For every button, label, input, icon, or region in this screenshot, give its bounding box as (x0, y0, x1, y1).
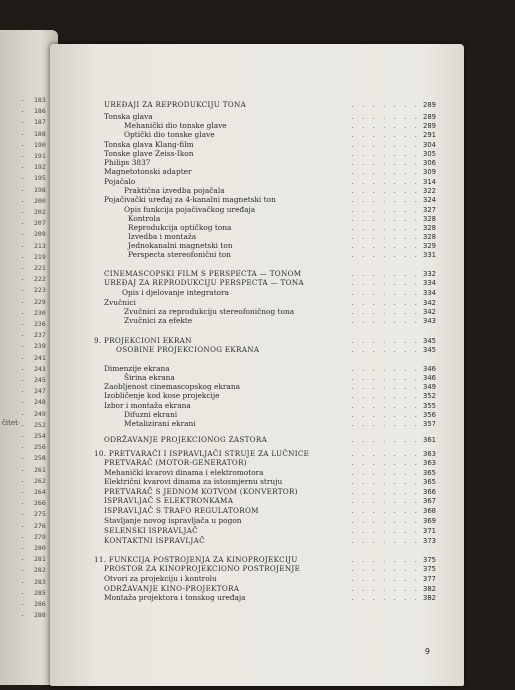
toc-leader-dots: . . . . . . . (351, 497, 420, 505)
toc-entry-title: Otvori za projekciju i kontrolu (104, 574, 217, 583)
toc-entry (104, 150, 464, 158)
toc-leader-dots: . . . . . . . (351, 317, 420, 325)
toc-entry-page: 331 (423, 251, 436, 259)
toc-leader-dots: . . . . . . . (351, 337, 420, 345)
toc-leader-dots: . . . . . . . (351, 459, 420, 467)
left-leader-dot (22, 593, 23, 594)
toc-entry-page: 289 (423, 113, 436, 121)
toc-entry-title: PRETVARAČ (MOTOR-GENERATOR) (104, 458, 247, 467)
toc-entry-page: 306 (423, 159, 436, 167)
toc-entry-page: 357 (423, 420, 436, 428)
toc-entry-title: Tonska glava Klang-film (104, 140, 194, 149)
toc-leader-dots: . . . . . . . (351, 402, 420, 410)
toc-entry (104, 168, 464, 176)
toc-entry (104, 469, 464, 477)
toc-entry (124, 317, 464, 325)
toc-entry-title: UREĐAJ ZA REPRODUKCIJU PERSPECTA — TONA (104, 278, 304, 287)
toc-leader-dots: . . . . . . . (351, 594, 420, 602)
toc-entry (104, 113, 464, 121)
toc-entry-title: OSOBINE PROJEKCIONOG EKRANA (116, 345, 260, 354)
toc-entry-title: Stavljanje novog ispravljača u pogon (104, 516, 242, 525)
toc-entry (94, 556, 464, 564)
toc-entry (104, 565, 464, 573)
left-page-number: 282 (34, 566, 46, 575)
left-leader-dot (22, 447, 23, 448)
toc-leader-dots: . . . . . . . (351, 374, 420, 382)
left-page-number: 237 (34, 331, 46, 340)
left-leader-dot (22, 190, 23, 191)
toc-leader-dots: . . . . . . . (351, 478, 420, 486)
toc-entry-page: 368 (423, 507, 436, 515)
left-leader-dot (22, 358, 23, 359)
left-page-number: 252 (34, 420, 46, 429)
toc-leader-dots: . . . . . . . (351, 420, 420, 428)
toc-entry-page: 322 (423, 187, 436, 195)
toc-entry-page: 305 (423, 150, 436, 158)
toc-entry-page: 334 (423, 289, 436, 297)
toc-entry-title: Izobličenje kod kose projekcije (104, 391, 220, 400)
toc-entry-page: 328 (423, 233, 436, 241)
left-page-number: 276 (34, 521, 46, 530)
left-page-number: 209 (34, 230, 46, 239)
toc-entry-title: Magnetotonski adapter (104, 167, 192, 176)
toc-leader-dots: . . . . . . . (351, 279, 420, 287)
left-leader-dot (22, 615, 23, 616)
toc-entry-title: Difuzni ekrani (124, 410, 178, 419)
left-leader-dot (22, 257, 23, 258)
left-leader-dot (22, 414, 23, 415)
left-leader-dot (22, 604, 23, 605)
toc-entry (128, 251, 464, 259)
toc-entry-title: Opis i djelovanje integratora (122, 288, 230, 297)
toc-leader-dots: . . . . . . . (351, 392, 420, 400)
toc-entry (104, 517, 464, 525)
left-page-number: 230 (34, 308, 46, 317)
toc-entry-title: 9. PROJEKCIONI EKRAN (94, 336, 192, 345)
left-page-number: 285 (34, 588, 46, 597)
toc-entry (104, 497, 464, 505)
toc-entry-page: 346 (423, 374, 436, 382)
left-page-number: 248 (34, 398, 46, 407)
toc-entry-title: Izvedba i montaža (128, 232, 197, 241)
toc-leader-dots: . . . . . . . (351, 131, 420, 139)
left-page-number: 256 (34, 443, 46, 452)
toc-leader-dots: . . . . . . . (351, 436, 420, 444)
toc-entry (104, 178, 464, 186)
left-leader-dot (22, 582, 23, 583)
toc-entry-page: 328 (423, 215, 436, 223)
left-page-number: 183 (34, 96, 46, 104)
toc-entry-page: 309 (423, 168, 436, 176)
left-leader-dot (22, 279, 23, 280)
toc-entry-page: 375 (423, 565, 436, 573)
left-page-number: 207 (34, 219, 46, 228)
toc-entry-title: Zvučnici za efekte (124, 316, 193, 325)
toc-leader-dots: . . . . . . . (351, 450, 420, 458)
left-page-number: 223 (34, 286, 46, 295)
toc-entry (104, 594, 464, 602)
toc-entry-page: 334 (423, 279, 436, 287)
toc-entry-page: 328 (423, 224, 436, 232)
left-leader-dot (22, 458, 23, 459)
toc-entry (128, 224, 464, 232)
toc-entry-page: 377 (423, 575, 436, 583)
toc-entry (124, 206, 464, 214)
toc-entry (124, 411, 464, 419)
toc-entry (104, 299, 464, 307)
toc-entry-page: 332 (423, 270, 436, 278)
toc-entry-title: Praktična izvedba pojačala (124, 186, 225, 195)
toc-entry-page: 289 (423, 101, 436, 109)
left-page-number: 247 (34, 387, 46, 396)
toc-entry (104, 383, 464, 391)
toc-leader-dots: . . . . . . . (351, 383, 420, 391)
left-page-number: 245 (34, 376, 46, 384)
toc-entry-title: Dimenzije ekrana (104, 364, 170, 373)
toc-entry (104, 270, 464, 278)
toc-entry-title: Električni kvarovi dinama za istosmjernu struju (104, 477, 283, 486)
toc-leader-dots: . . . . . . . (351, 469, 420, 477)
left-leader-dot (22, 313, 23, 314)
left-leader-dot (22, 111, 23, 112)
left-page-number: 280 (34, 544, 46, 552)
left-leader-dot (22, 212, 23, 213)
toc-entry (104, 101, 464, 109)
toc-entry-page: 361 (423, 436, 436, 444)
toc-entry-title: Reprodukcija optičkog tona (128, 223, 232, 232)
toc-entry (104, 196, 464, 204)
toc-entry-page: 327 (423, 206, 436, 214)
toc-entry (104, 392, 464, 400)
toc-leader-dots: . . . . . . . (351, 242, 420, 250)
left-leader-dot (22, 537, 23, 538)
left-page-number: 187 (34, 118, 46, 127)
toc-entry (104, 141, 464, 149)
toc-entry-title: Zvučnici za reprodukciju stereofoničnog tona (124, 307, 295, 316)
toc-entry-title: Optički dio tonske glave (124, 130, 215, 139)
toc-entry-title: Zaobljenost cinemascopskog ekrana (104, 382, 240, 391)
left-page-number: 266 (34, 499, 46, 508)
toc-entry-page: 345 (423, 346, 436, 354)
toc-entry-title: Jednokanalni magnetski ton (128, 241, 233, 250)
left-leader-dot (22, 481, 23, 482)
page-number: 9 (424, 647, 430, 656)
left-leader-dot (22, 156, 23, 157)
left-page-number: 188 (34, 129, 46, 138)
toc-entry-title: ISPRAVLJAČ S TRAFO REGULATOROM (104, 506, 259, 515)
left-leader-dot (22, 145, 23, 146)
toc-leader-dots: . . . . . . . (351, 251, 420, 259)
toc-entry-title: Pojačalo (104, 177, 136, 186)
toc-page (50, 44, 464, 686)
toc-entry (104, 575, 464, 583)
toc-entry-title: Pojačivački uređaj za 4-kanalni magnetski ton (104, 195, 276, 204)
toc-entry (122, 289, 464, 297)
toc-leader-dots: . . . . . . . (351, 215, 420, 223)
left-leader-dot (22, 503, 23, 504)
left-leader-dot (22, 335, 23, 336)
toc-entry-page: 367 (423, 497, 436, 505)
toc-leader-dots: . . . . . . . (351, 168, 420, 176)
toc-entry-page: 365 (423, 469, 436, 477)
toc-entry (104, 279, 464, 287)
left-page-number: 241 (34, 353, 46, 362)
toc-entry-title: Philips 3837 (104, 158, 151, 167)
toc-leader-dots: . . . . . . . (351, 159, 420, 167)
left-leader-dot (22, 201, 23, 202)
left-page-number: 236 (34, 320, 46, 328)
toc-leader-dots: . . . . . . . (351, 488, 420, 496)
left-leader-dot (22, 492, 23, 493)
toc-leader-dots: . . . . . . . (351, 556, 420, 564)
toc-entry-title: ODRŽAVANJE KINO-PROJEKTORA (104, 584, 240, 593)
left-page-number: 198 (34, 185, 46, 194)
left-leader-dot (22, 369, 23, 370)
toc-leader-dots: . . . . . . . (351, 346, 420, 354)
toc-leader-dots: . . . . . . . (351, 527, 420, 535)
toc-leader-dots: . . . . . . . (351, 537, 420, 545)
toc-entry (104, 527, 464, 535)
toc-leader-dots: . . . . . . . (351, 233, 420, 241)
toc-entry (104, 585, 464, 593)
toc-entry-page: 324 (423, 196, 436, 204)
toc-entry-page: 349 (423, 383, 436, 391)
toc-entry-page: 363 (423, 459, 436, 467)
toc-leader-dots: . . . . . . . (351, 187, 420, 195)
left-leader-dot (22, 167, 23, 168)
left-leader-dot (22, 234, 23, 235)
left-page-number: 202 (34, 208, 46, 216)
toc-leader-dots: . . . . . . . (351, 150, 420, 158)
toc-entry (94, 337, 464, 345)
toc-entry-title: 11. FUNKCIJA POSTROJENJA ZA KINOPROJEKCIJU (94, 555, 298, 564)
toc-leader-dots: . . . . . . . (351, 196, 420, 204)
left-page-number: 254 (34, 432, 46, 440)
toc-entry (104, 478, 464, 486)
toc-entry-title: Mehanički kvarovi dinama i elektromotora (104, 468, 264, 477)
toc-leader-dots: . . . . . . . (351, 308, 420, 316)
left-page-number: 222 (34, 275, 46, 284)
toc-entry-title: Kontrola (128, 214, 161, 223)
toc-entry-page: 291 (423, 131, 436, 139)
toc-entry (128, 215, 464, 223)
toc-entry (104, 459, 464, 467)
left-leader-dot (22, 470, 23, 471)
toc-entry-page: 355 (423, 402, 436, 410)
left-page-number: 200 (34, 196, 46, 205)
toc-leader-dots: . . . . . . . (351, 224, 420, 232)
toc-entry-title: Tonske glave Zeiss-Ikon (104, 149, 194, 158)
toc-entry-title: Metalizirani ekrani (124, 419, 196, 428)
toc-entry-title: ISPRAVLJAČ S ELEKTRONKAMA (104, 496, 234, 505)
left-page-number: 262 (34, 476, 46, 485)
toc-entry-page: 373 (423, 537, 436, 545)
left-page-number: 283 (34, 577, 46, 586)
toc-entry-page: 342 (423, 299, 436, 307)
toc-leader-dots: . . . . . . . (351, 299, 420, 307)
left-page-number: 192 (34, 163, 46, 172)
toc-entry (124, 420, 464, 428)
left-leader-dot (22, 391, 23, 392)
toc-entry-title: 10. PRETVARAČI I ISPRAVLJAČI STRUJE ZA LUČNICE (94, 449, 310, 458)
toc-leader-dots: . . . . . . . (351, 206, 420, 214)
toc-entry (104, 436, 464, 444)
left-leader-dot (22, 134, 23, 135)
toc-leader-dots: . . . . . . . (351, 289, 420, 297)
left-page-number: 195 (34, 174, 46, 183)
toc-entry-page: 382 (423, 594, 436, 602)
toc-leader-dots: . . . . . . . (351, 575, 420, 583)
left-page-number: 219 (34, 252, 46, 261)
left-page-number: 239 (34, 342, 46, 351)
toc-entry (124, 131, 464, 139)
toc-entry (94, 450, 464, 458)
toc-entry-page: 375 (423, 556, 436, 564)
toc-entry (116, 346, 464, 354)
toc-entry-title: Perspecta stereofonični ton (128, 250, 231, 259)
left-leader-dot (22, 290, 23, 291)
toc-entry-page: 289 (423, 122, 436, 130)
toc-entry-page: 382 (423, 585, 436, 593)
left-leader-dot (22, 526, 23, 527)
left-leader-dot (22, 302, 23, 303)
toc-entry-title: Mehanički dio tonske glave (124, 121, 227, 130)
toc-entry-page: 345 (423, 337, 436, 345)
toc-entry (104, 507, 464, 515)
left-page-number: 221 (34, 264, 46, 272)
toc-entry-page: 342 (423, 308, 436, 316)
toc-leader-dots: . . . . . . . (351, 113, 420, 121)
left-leader-dot (22, 559, 23, 560)
toc-leader-dots: . . . . . . . (351, 178, 420, 186)
toc-entry-page: 352 (423, 392, 436, 400)
toc-leader-dots: . . . . . . . (351, 411, 420, 419)
toc-entry (104, 402, 464, 410)
toc-entry-page: 314 (423, 178, 436, 186)
left-leader-dot (22, 380, 23, 381)
left-leader-dot (22, 223, 23, 224)
toc-entry-page: 363 (423, 450, 436, 458)
left-leader-dot (22, 346, 23, 347)
left-leader-dot (22, 425, 23, 426)
toc-entry (124, 374, 464, 382)
left-page-number: 186 (34, 107, 46, 116)
toc-entry (104, 537, 464, 545)
toc-entry-title: PROSTOR ZA KINOPROJEKCIONO POSTROJENJE (104, 564, 301, 573)
toc-entry (128, 242, 464, 250)
left-page-number: 243 (34, 364, 46, 373)
left-page-number: 213 (34, 241, 46, 250)
toc-entry-title: UREĐAJI ZA REPRODUKCIJU TONA (104, 100, 247, 109)
toc-entry-page: 346 (423, 365, 436, 373)
toc-entry-title: Širina ekrana (124, 373, 175, 382)
toc-entry (128, 233, 464, 241)
left-page-number: 264 (34, 488, 46, 496)
toc-entry-page: 329 (423, 242, 436, 250)
left-page-number: 229 (34, 297, 46, 306)
toc-entry-title: SELENSKI ISPRAVLJAČ (104, 526, 198, 535)
left-page-number: 191 (34, 152, 46, 160)
toc-entry-page: 304 (423, 141, 436, 149)
toc-leader-dots: . . . . . . . (351, 101, 420, 109)
toc-entry-page: 366 (423, 488, 436, 496)
toc-entry-page: 356 (423, 411, 436, 419)
toc-leader-dots: . . . . . . . (351, 585, 420, 593)
toc-entry-page: 371 (423, 527, 436, 535)
toc-entry (104, 488, 464, 496)
toc-entry-title: CINEMASCOPSKI FILM S PERSPECTA — TONOM (104, 269, 302, 278)
left-leader-dot (22, 122, 23, 123)
left-leader-dot (22, 324, 23, 325)
toc-entry (124, 122, 464, 130)
toc-leader-dots: . . . . . . . (351, 507, 420, 515)
toc-entry-title: ODRŽAVANJE PROJEKCIONOG ZASTORA (104, 435, 268, 444)
left-leader-dot (22, 436, 23, 437)
left-page-number: 286 (34, 600, 46, 608)
left-page-number: 258 (34, 454, 46, 463)
toc-leader-dots: . . . . . . . (351, 141, 420, 149)
toc-entry-title: KONTAKTNI ISPRAVLJAČ (104, 536, 205, 545)
left-page-number: 281 (34, 555, 46, 564)
toc-entry (124, 308, 464, 316)
left-page-number: 190 (34, 140, 46, 149)
toc-entry-title: Montaža projektora i tonskog uređaja (104, 593, 246, 602)
left-leader-dot (22, 548, 23, 549)
left-page-number: 279 (34, 532, 46, 541)
toc-leader-dots: . . . . . . . (351, 565, 420, 573)
left-page-number: 249 (34, 409, 46, 418)
toc-leader-dots: . . . . . . . (351, 517, 420, 525)
left-page-number: 288 (34, 611, 46, 620)
toc-entry-title: Tonska glava (104, 112, 153, 121)
toc-leader-dots: . . . . . . . (351, 122, 420, 130)
left-page-word: čitet- (2, 419, 21, 427)
toc-leader-dots: . . . . . . . (351, 365, 420, 373)
left-leader-dot (22, 268, 23, 269)
toc-entry-title: Izbor i montaža ekrana (104, 401, 191, 410)
left-leader-dot (22, 402, 23, 403)
left-leader-dot (22, 246, 23, 247)
toc-entry-page: 343 (423, 317, 436, 325)
toc-entry (104, 159, 464, 167)
toc-entry-page: 365 (423, 478, 436, 486)
left-leader-dot (22, 570, 23, 571)
toc-entry-title: Opis funkcija pojačivačkog uređaja (124, 205, 256, 214)
toc-entry-page: 369 (423, 517, 436, 525)
toc-entry-title: Zvučnici (104, 298, 136, 307)
toc-entry (104, 365, 464, 373)
left-leader-dot (22, 100, 23, 101)
toc-entry-title: PRETVARAČ S JEDNOM KOTVOM (KONVERTOR) (104, 487, 298, 496)
toc-entry (124, 187, 464, 195)
left-leader-dot (22, 178, 23, 179)
toc-leader-dots: . . . . . . . (351, 270, 420, 278)
left-leader-dot (22, 514, 23, 515)
left-page-number: 261 (34, 465, 46, 474)
left-page-number: 275 (34, 510, 46, 519)
